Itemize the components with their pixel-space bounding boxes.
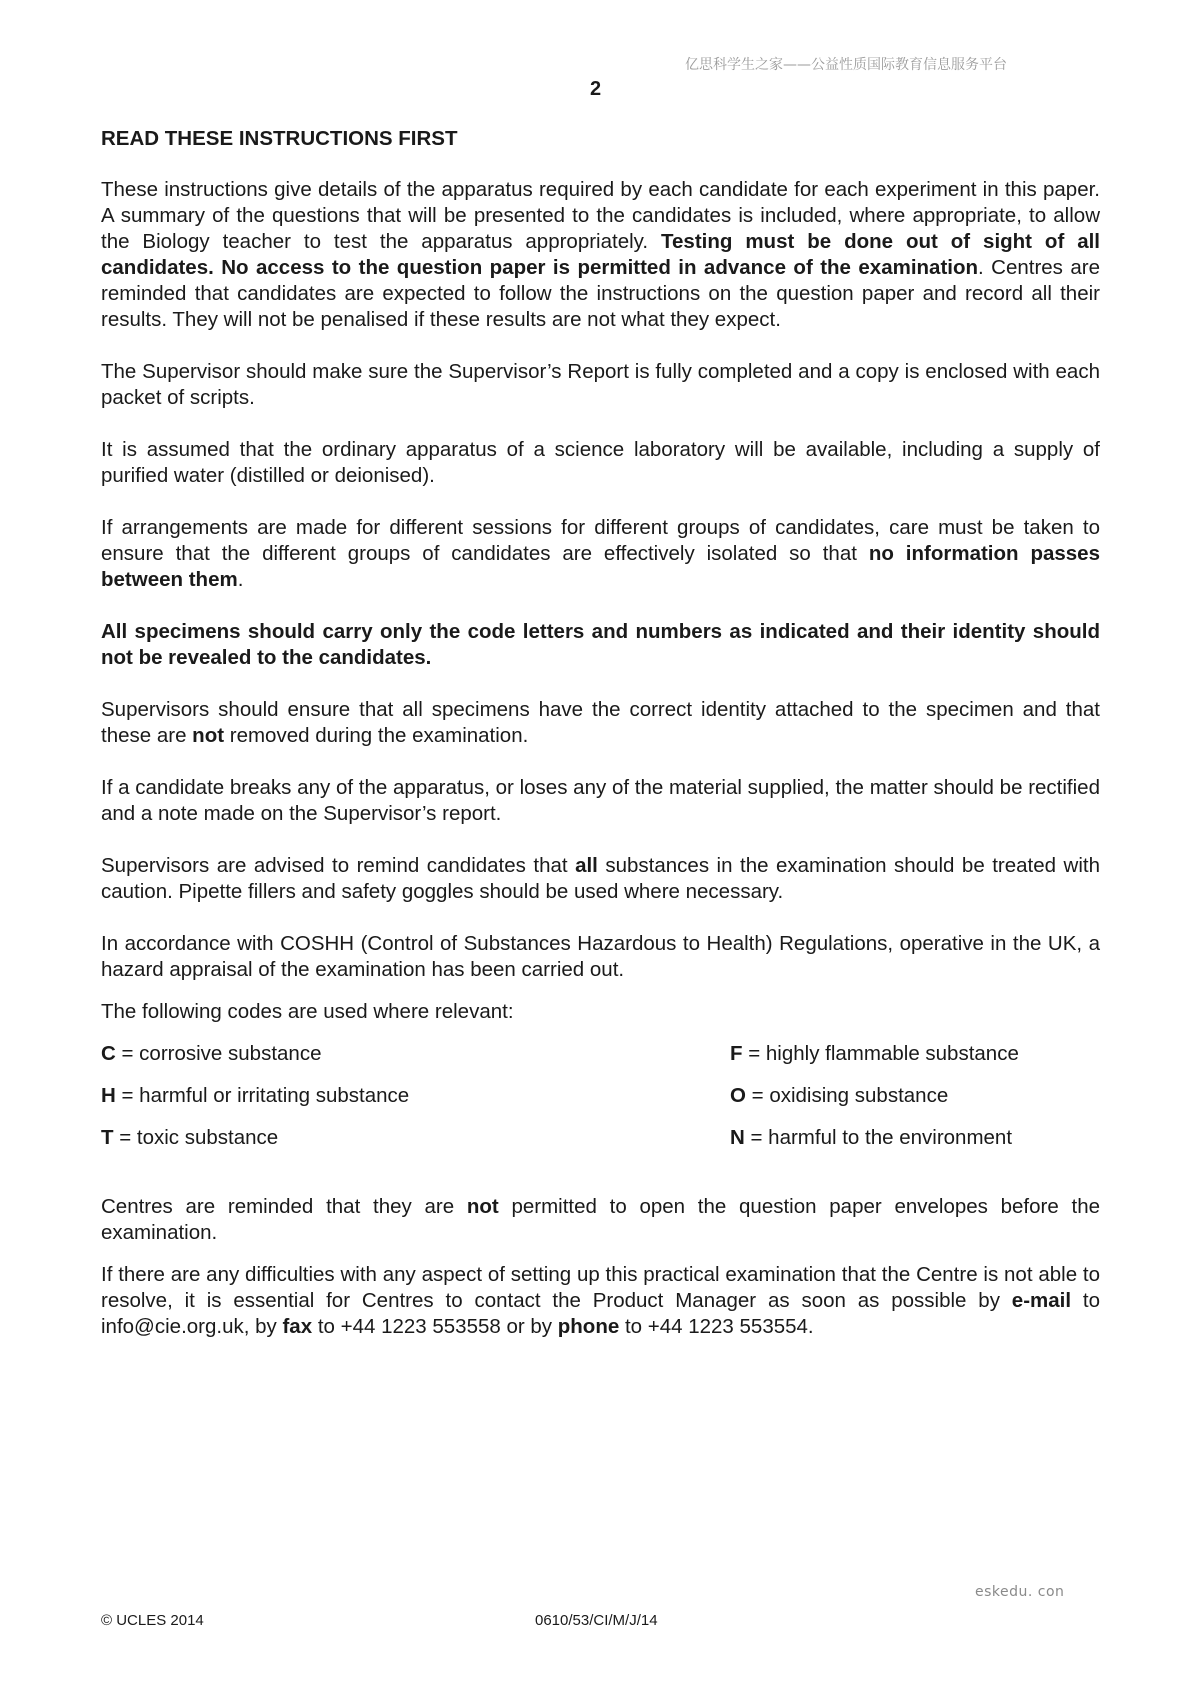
paragraph-apparatus-summary: These instructions give details of the apparatus required by each candidate for each experiment in this paper. A summary of the questions that will be presented to the candidates is included, where appropriate, to allow the Biology teacher to test the apparatus appropriately. Testing must be done out of sight of all candidates. No access to the question paper is permitted in advance of the examination. Centres are reminded that candidates are expected to follow the instructions on the question paper and record all their results. They will not be penalised if these results are not what they expect. bbox=[101, 178, 1100, 331]
emphasis-testing: Testing must be done out of sight of all candidates. No access to the question paper is permitted in advance of the examination bbox=[101, 230, 1100, 279]
hazard-code-environment: N = harmful to the environment bbox=[730, 1126, 1013, 1149]
paragraph-breakages: If a candidate breaks any of the apparatus, or loses any of the material supplied, the matter should be rectified and a note made on the Supervisor’s report. bbox=[101, 776, 1100, 825]
page-heading: READ THESE INSTRUCTIONS FIRST bbox=[101, 127, 458, 150]
paragraph-specimen-codes: All specimens should carry only the code letters and numbers as indicated and their identity should not be revealed to the candidates. bbox=[101, 620, 1100, 669]
header-watermark: 亿思科学生之家——公益性质国际教育信息服务平台 bbox=[685, 57, 1007, 73]
paragraph-codes-intro: The following codes are used where relevant: bbox=[101, 1000, 514, 1023]
emphasis-no-information: no information passes between them bbox=[101, 542, 1100, 591]
emphasis-fax: fax bbox=[282, 1315, 313, 1338]
paragraph-supervisor-report: The Supervisor should make sure the Supervisor’s Report is fully completed and a copy is enclosed with each packet of scripts. bbox=[101, 360, 1100, 409]
hazard-code-flammable: F = highly flammable substance bbox=[730, 1042, 1019, 1065]
footer-copyright: © UCLES 2014 bbox=[101, 1612, 204, 1629]
page-number: 2 bbox=[589, 78, 602, 100]
paragraph-sessions: If arrangements are made for different sessions for different groups of candidates, care must be taken to ensure that the different groups of candidates are effectively isolated so that no information passes between them. bbox=[101, 516, 1100, 591]
emphasis-phone: phone bbox=[557, 1315, 620, 1338]
footer-watermark: eskedu. con bbox=[975, 1584, 1065, 1600]
paragraph-coshh: In accordance with COSHH (Control of Substances Hazardous to Health) Regulations, operative in the UK, a hazard appraisal of the examination has been carried out. bbox=[101, 932, 1100, 981]
footer-paper-code: 0610/53/CI/M/J/14 bbox=[535, 1612, 658, 1629]
hazard-code-corrosive: C = corrosive substance bbox=[101, 1042, 322, 1065]
paragraph-apparatus-assumed: It is assumed that the ordinary apparatus of a science laboratory will be available, including a supply of purified water (distilled or deionised). bbox=[101, 438, 1100, 487]
hazard-codes-list bbox=[101, 1041, 1100, 1151]
emphasis-email: e-mail bbox=[1011, 1289, 1072, 1312]
emphasis-not: not bbox=[192, 724, 225, 747]
hazard-code-oxidising: O = oxidising substance bbox=[730, 1084, 949, 1107]
hazard-code-harmful: H = harmful or irritating substance bbox=[101, 1084, 410, 1107]
paragraph-specimen-identity: Supervisors should ensure that all specimens have the correct identity attached to the specimen and that these are not removed during the examination. bbox=[101, 698, 1100, 747]
instructions-body bbox=[101, 126, 1100, 1366]
paragraph-caution: Supervisors are advised to remind candidates that all substances in the examination should be treated with caution. Pipette fillers and safety goggles should be used where necessary. bbox=[101, 854, 1100, 903]
paragraph-contact: If there are any difficulties with any aspect of setting up this practical examination that the Centre is not able to resolve, it is essential for Centres to contact the Product Manager as soon as possible by e-mail to info@cie.org.uk, by fax to +44 1223 553558 or by phone to +44 1223 553554. bbox=[101, 1263, 1100, 1338]
paragraph-envelopes: Centres are reminded that they are not permitted to open the question paper envelopes before the examination. bbox=[101, 1195, 1100, 1244]
hazard-code-toxic: T = toxic substance bbox=[101, 1126, 279, 1149]
emphasis-not-permitted: not bbox=[466, 1195, 499, 1218]
emphasis-all: all bbox=[575, 854, 598, 877]
